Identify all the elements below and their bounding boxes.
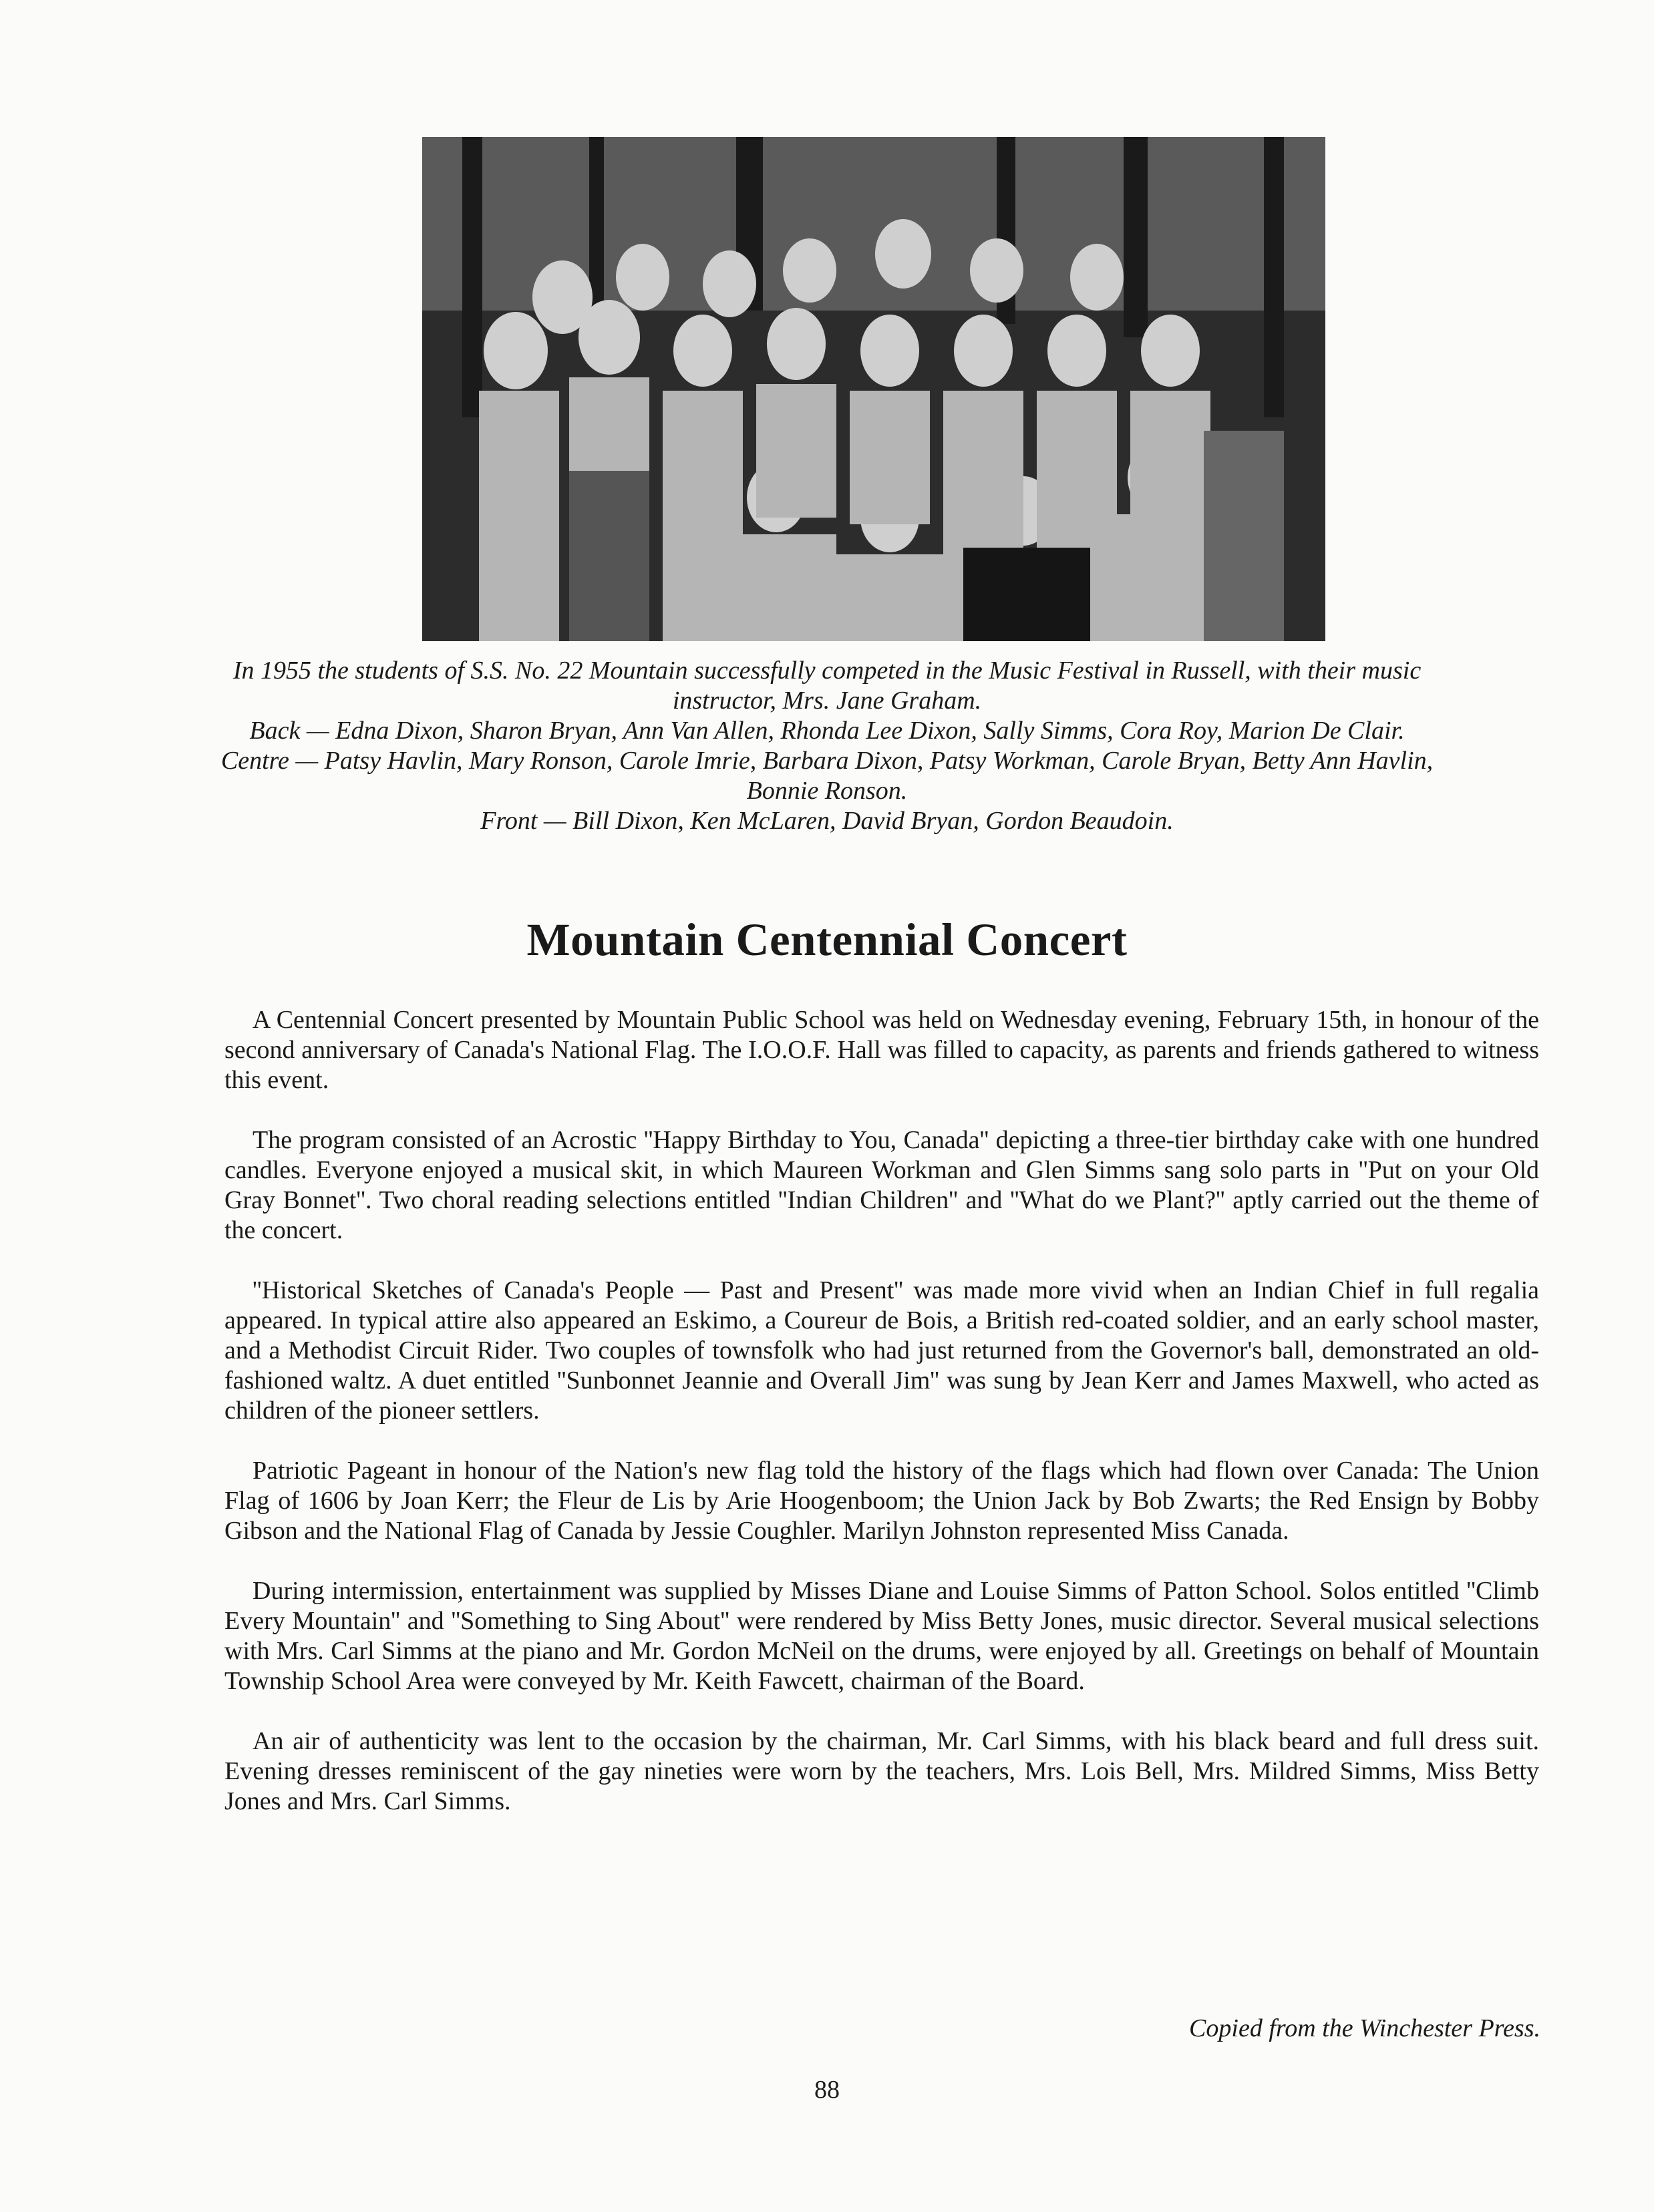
- group-photo: [422, 137, 1325, 641]
- paragraph: The program consisted of an Acrostic ''Happy Birthday to You, Canada'' depicting a three-tier birthday cake with one hundred candles. Everyone enjoyed a musical skit, in which Maureen Workman and Glen Simms sang solo parts in ''Put on your Old Gray Bonnet''. Two choral reading selections entitled ''Indian Children'' and ''What do we Plant?'' aptly carried out the theme of the concert.: [224, 1126, 1539, 1244]
- group-photo-icon: [422, 137, 1325, 641]
- article-body: [224, 1005, 1539, 1817]
- paragraph: An air of authenticity was lent to the occasion by the chairman, Mr. Carl Simms, with his black beard and full dress suit. Evening dresses reminiscent of the gay nineties were worn by the teachers, Mrs. Lois Bell, Mrs. Mildred Simms, Miss Betty Jones and Mrs. Carl Simms.: [224, 1727, 1539, 1815]
- source-credit: Copied from the Winchester Press.: [1189, 2014, 1540, 2042]
- caption-front-row: Front — Bill Dixon, Ken McLaren, David Bryan, Gordon Beaudoin.: [480, 807, 1174, 835]
- page-number: 88: [814, 2076, 840, 2104]
- paragraph: A Centennial Concert presented by Mountain Public School was held on Wednesday evening, February 15th, in honour of the second anniversary of Canada's National Flag. The I.O.O.F. Hall was filled to capacity, as parents and friends gathered to witness this event.: [224, 1006, 1539, 1094]
- caption-intro: In 1955 the students of S.S. No. 22 Mountain successfully competed in the Music Festival in Russell, with their music instructor, Mrs. Jane Graham.: [232, 657, 1422, 715]
- photo-caption: [200, 656, 1454, 836]
- article-title: Mountain Centennial Concert: [526, 914, 1128, 965]
- paragraph: ''Historical Sketches of Canada's People — Past and Present'' was made more vivid when an Indian Chief in full regalia appeared. In typical attire also appeared an Eskimo, a Coureur de Bois, a British red-coated soldier, and an early school master, and a Methodist Circuit Rider. Two couples of townsfolk who had just returned from the Governor's ball, demonstrated an old-fashioned waltz. A duet entitled ''Sunbonnet Jeannie and Overall Jim'' was sung by Jean Kerr and James Maxwell, who acted as children of the pioneer settlers.: [224, 1276, 1539, 1425]
- paragraph: Patriotic Pageant in honour of the Nation's new flag told the history of the flags which had flown over Canada: The Union Flag of 1606 by Joan Kerr; the Fleur de Lis by Arie Hoogenboom; the Union Jack by Bob Zwarts; the Red Ensign by Bobby Gibson and the National Flag of Canada by Jessie Coughler. Marilyn Johnston represented Miss Canada.: [224, 1457, 1539, 1545]
- caption-centre-row: Centre — Patsy Havlin, Mary Ronson, Carole Imrie, Barbara Dixon, Patsy Workman, Carole Bryan, Betty Ann Havlin, Bonnie Ronson.: [220, 747, 1434, 805]
- paragraph: During intermission, entertainment was supplied by Misses Diane and Louise Simms of Patton School. Solos entitled ''Climb Every Mountain'' and ''Something to Sing About'' were rendered by Miss Betty Jones, music director. Several musical selections with Mrs. Carl Simms at the piano and Mr. Gordon McNeil on the drums, were enjoyed by all. Greetings on behalf of Mountain Township School Area were conveyed by Mr. Keith Fawcett, chairman of the Board.: [224, 1577, 1539, 1695]
- caption-back-row: Back — Edna Dixon, Sharon Bryan, Ann Van Allen, Rhonda Lee Dixon, Sally Simms, Cora Roy, Marion De Clair.: [249, 717, 1405, 745]
